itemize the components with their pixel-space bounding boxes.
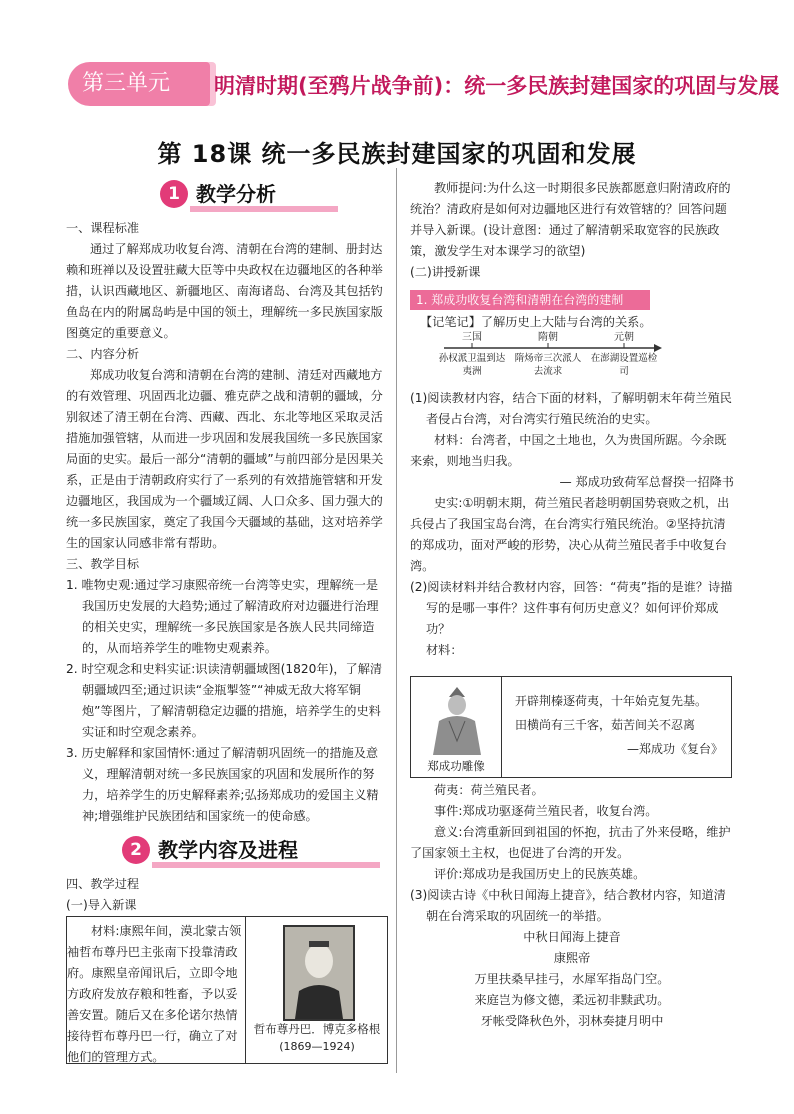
timeline-arrow bbox=[654, 344, 662, 352]
poem2-line: 万里扶桑早挂弓，水犀军指岛门空。 bbox=[474, 972, 670, 986]
teacher-question: 教师提问:为什么这一时期很多民族都愿意归附清政府的统治？清政府是如何对边疆地区进行有效管辖的？回答问题并导入新课。(设计意图：通过了解清朝采取宽容的民族政策，激发学生对本课学习的欲望) bbox=[410, 181, 731, 258]
unit-title: 明清时期(至鸦片战争前)：统一多民族封建国家的巩固与发展 bbox=[214, 74, 780, 98]
poem-line: 开辟荆榛逐荷夷，十年始克复先基。 bbox=[515, 694, 708, 708]
poem2-line: 牙帐受降秋色外，羽林奏捷月明中 bbox=[480, 1014, 664, 1028]
section-underline bbox=[152, 862, 380, 868]
heading-content-analysis: 二、内容分析 bbox=[66, 347, 140, 361]
question-1: (1)阅读教材内容，结合下面的材料，了解明朝末年荷兰殖民者侵占台湾，对台湾实行殖民统治的史实。 bbox=[410, 391, 732, 426]
section-header-teaching-analysis bbox=[160, 178, 340, 212]
box-divider bbox=[245, 917, 246, 1063]
statue-caption: 郑成功雕像 bbox=[427, 759, 485, 773]
objective-item: 1. 唯物史观:通过学习康熙帝统一台湾等史实，理解统一是我国历史发展的大趋势;通过了解清政府对边疆进行治理的相关史实，理解统一多民族国家是各族人民共同缔造的，从而培养学生的唯物史观素养。 bbox=[66, 578, 379, 655]
subheading-intro: (一)导入新课 bbox=[66, 898, 137, 912]
poem2-author: 康熙帝 bbox=[553, 951, 591, 965]
process-block bbox=[66, 874, 386, 916]
timeline-period: 隋朝 bbox=[538, 332, 558, 343]
material-label: 材料： bbox=[426, 643, 463, 657]
point1-banner: 1. 郑成功收复台湾和清朝在台湾的建制 bbox=[410, 290, 650, 310]
statue-photo bbox=[419, 681, 495, 755]
left-column-text bbox=[66, 218, 386, 827]
historical-facts: 史实:①明朝末期，荷兰殖民者趁明朝国势衰败之机，出兵侵占了我国宝岛台湾，在台湾实行殖民统治。②坚持抗清的郑成功，面对严峻的形势，决心从荷兰殖民者手中收复台湾。 bbox=[410, 496, 730, 573]
portrait-caption: 哲布尊丹巴．博克多格根 bbox=[253, 1022, 381, 1036]
answer-item: 意义:台湾重新回到祖国的怀抱，抗击了外来侵略，维护了国家领土主权，也促进了台湾的开发。 bbox=[410, 825, 731, 860]
right-column-bottom bbox=[410, 780, 734, 1032]
section-header-teaching-process bbox=[122, 834, 372, 868]
portrait-image bbox=[285, 927, 353, 1019]
right-column-top bbox=[410, 178, 734, 283]
question-2: (2)阅读材料并结合教材内容，回答：“荷夷”指的是谁？诗描写的是哪一事件？这件事有何历史意义？如何评价郑成功？ bbox=[410, 580, 733, 636]
objective-item: 3. 历史解释和家国情怀:通过了解清朝巩固统一的措施及意义，理解清朝对统一多民族国家的巩固和发展所作的努力，培养学生的历史解释素养;弘扬郑成功的爱国主义精神;增强维护民族团结和国家统一的使命感。 bbox=[66, 746, 379, 823]
box-divider bbox=[501, 677, 502, 777]
note-line: 【记笔记】了解历史上大陆与台湾的关系。 bbox=[420, 315, 652, 329]
section-number: 1 bbox=[160, 180, 188, 208]
timeline-period: 三国 bbox=[462, 332, 482, 343]
poem-line: 田横尚有三千客，茹苦间关不忍离 bbox=[515, 718, 696, 732]
intro-material-text: 材料:康熙年间，漠北蒙古领袖哲布尊丹巴主张南下投靠清政府。康熙皇帝闻讯后，立即令地方政府发放存粮和牲畜，予以妥善安置。随后又在多伦诺尔热情接待哲布尊丹巴一行，确立了对他们的管理方式。 bbox=[67, 924, 242, 1064]
question-3: (3)阅读古诗《中秋日闻海上捷音》，结合教材内容，知道清朝在台湾采取的巩固统一的举措。 bbox=[410, 888, 726, 923]
column-divider bbox=[396, 168, 397, 1073]
section-underline bbox=[190, 206, 338, 212]
intro-material-box bbox=[66, 916, 388, 1064]
material-1: 材料：台湾者，中国之土地也，久为贵国所踞。今余既来索，则地当归我。 bbox=[410, 433, 727, 468]
section-label: 教学内容及进程 bbox=[158, 838, 298, 862]
unit-badge: 第三单元 bbox=[68, 62, 210, 106]
objective-item: 2. 时空观念和史料实证:识读清朝疆域图(1820年)，了解清朝疆域四至;通过识读“金瓶掣签”“神威无敌大将军铜炮”等图片，了解清朝稳定边疆的措施，培养学生的史料实证和时空观念素养。 bbox=[66, 662, 383, 739]
timeline-event: 孙权派卫温到达夷洲 bbox=[438, 353, 506, 377]
material-1-source: — 郑成功致荷军总督揆一招降书 bbox=[559, 475, 734, 489]
course-standard-text: 通过了解郑成功收复台湾、清朝在台湾的建制、册封达赖和班禅以及设置驻藏大臣等中央政权在边疆地区的各种举措，认识西藏地区、新疆地区、南海诸岛、台湾及其包括钓鱼岛在内的附属岛屿是中国的领土，理解统一多民族国家版图奠定的重要意义。 bbox=[66, 242, 383, 340]
statue-poem-box bbox=[410, 676, 732, 778]
answer-item: 评价:郑成功是我国历史上的民族英雄。 bbox=[434, 867, 646, 881]
right-column-mid bbox=[410, 388, 734, 661]
poem-source: —郑成功《复台》 bbox=[626, 742, 723, 756]
lesson-title: 第 18课 统一多民族封建国家的巩固和发展 bbox=[157, 140, 637, 168]
answer-item: 事件:郑成功驱逐荷兰殖民者，收复台湾。 bbox=[434, 804, 658, 818]
portrait-years: (1869—1924) bbox=[279, 1040, 355, 1053]
poem2-title: 中秋日闻海上捷音 bbox=[523, 930, 621, 944]
heading-process: 四、教学过程 bbox=[66, 877, 140, 891]
portrait-photo bbox=[283, 925, 355, 1021]
heading-course-standard: 一、课程标准 bbox=[66, 221, 140, 235]
content-analysis-text: 郑成功收复台湾和清朝在台湾的建制、清廷对西藏地方的有效管理、巩固西北边疆、雅克萨之战和清朝的疆域，分别叙述了清王朝在台湾、西藏、西北、东北等地区采取灵活措施加强管辖，从而进一步巩固和发展我国统一多民族国家局面的史实。最后一部分“清朝的疆域”与前四部分是因果关系，正是由于清朝政府实行了一系列的有效措施管辖和开发边疆地区，我国成为一个疆域辽阔、人口众多、国力强大的统一多民族国家，奠定了我国今天疆域的基础，这对培养学生的国家认同感非常有帮助。 bbox=[66, 368, 384, 550]
timeline-event: 在澎湖设置巡检司 bbox=[590, 353, 658, 377]
answer-item: 荷夷：荷兰殖民者。 bbox=[434, 783, 544, 797]
heading-objectives: 三、教学目标 bbox=[66, 557, 140, 571]
subheading-new-lesson: (二)讲授新课 bbox=[410, 265, 481, 279]
statue-image bbox=[419, 681, 495, 755]
section-label: 教学分析 bbox=[196, 182, 276, 206]
poem2-line: 来庭岂为修文德，柔远初非黩武功。 bbox=[474, 993, 670, 1007]
timeline bbox=[432, 330, 664, 382]
timeline-period: 元朝 bbox=[614, 332, 634, 343]
section-number: 2 bbox=[122, 836, 150, 864]
timeline-event: 隋炀帝三次派人去流求 bbox=[514, 353, 582, 377]
